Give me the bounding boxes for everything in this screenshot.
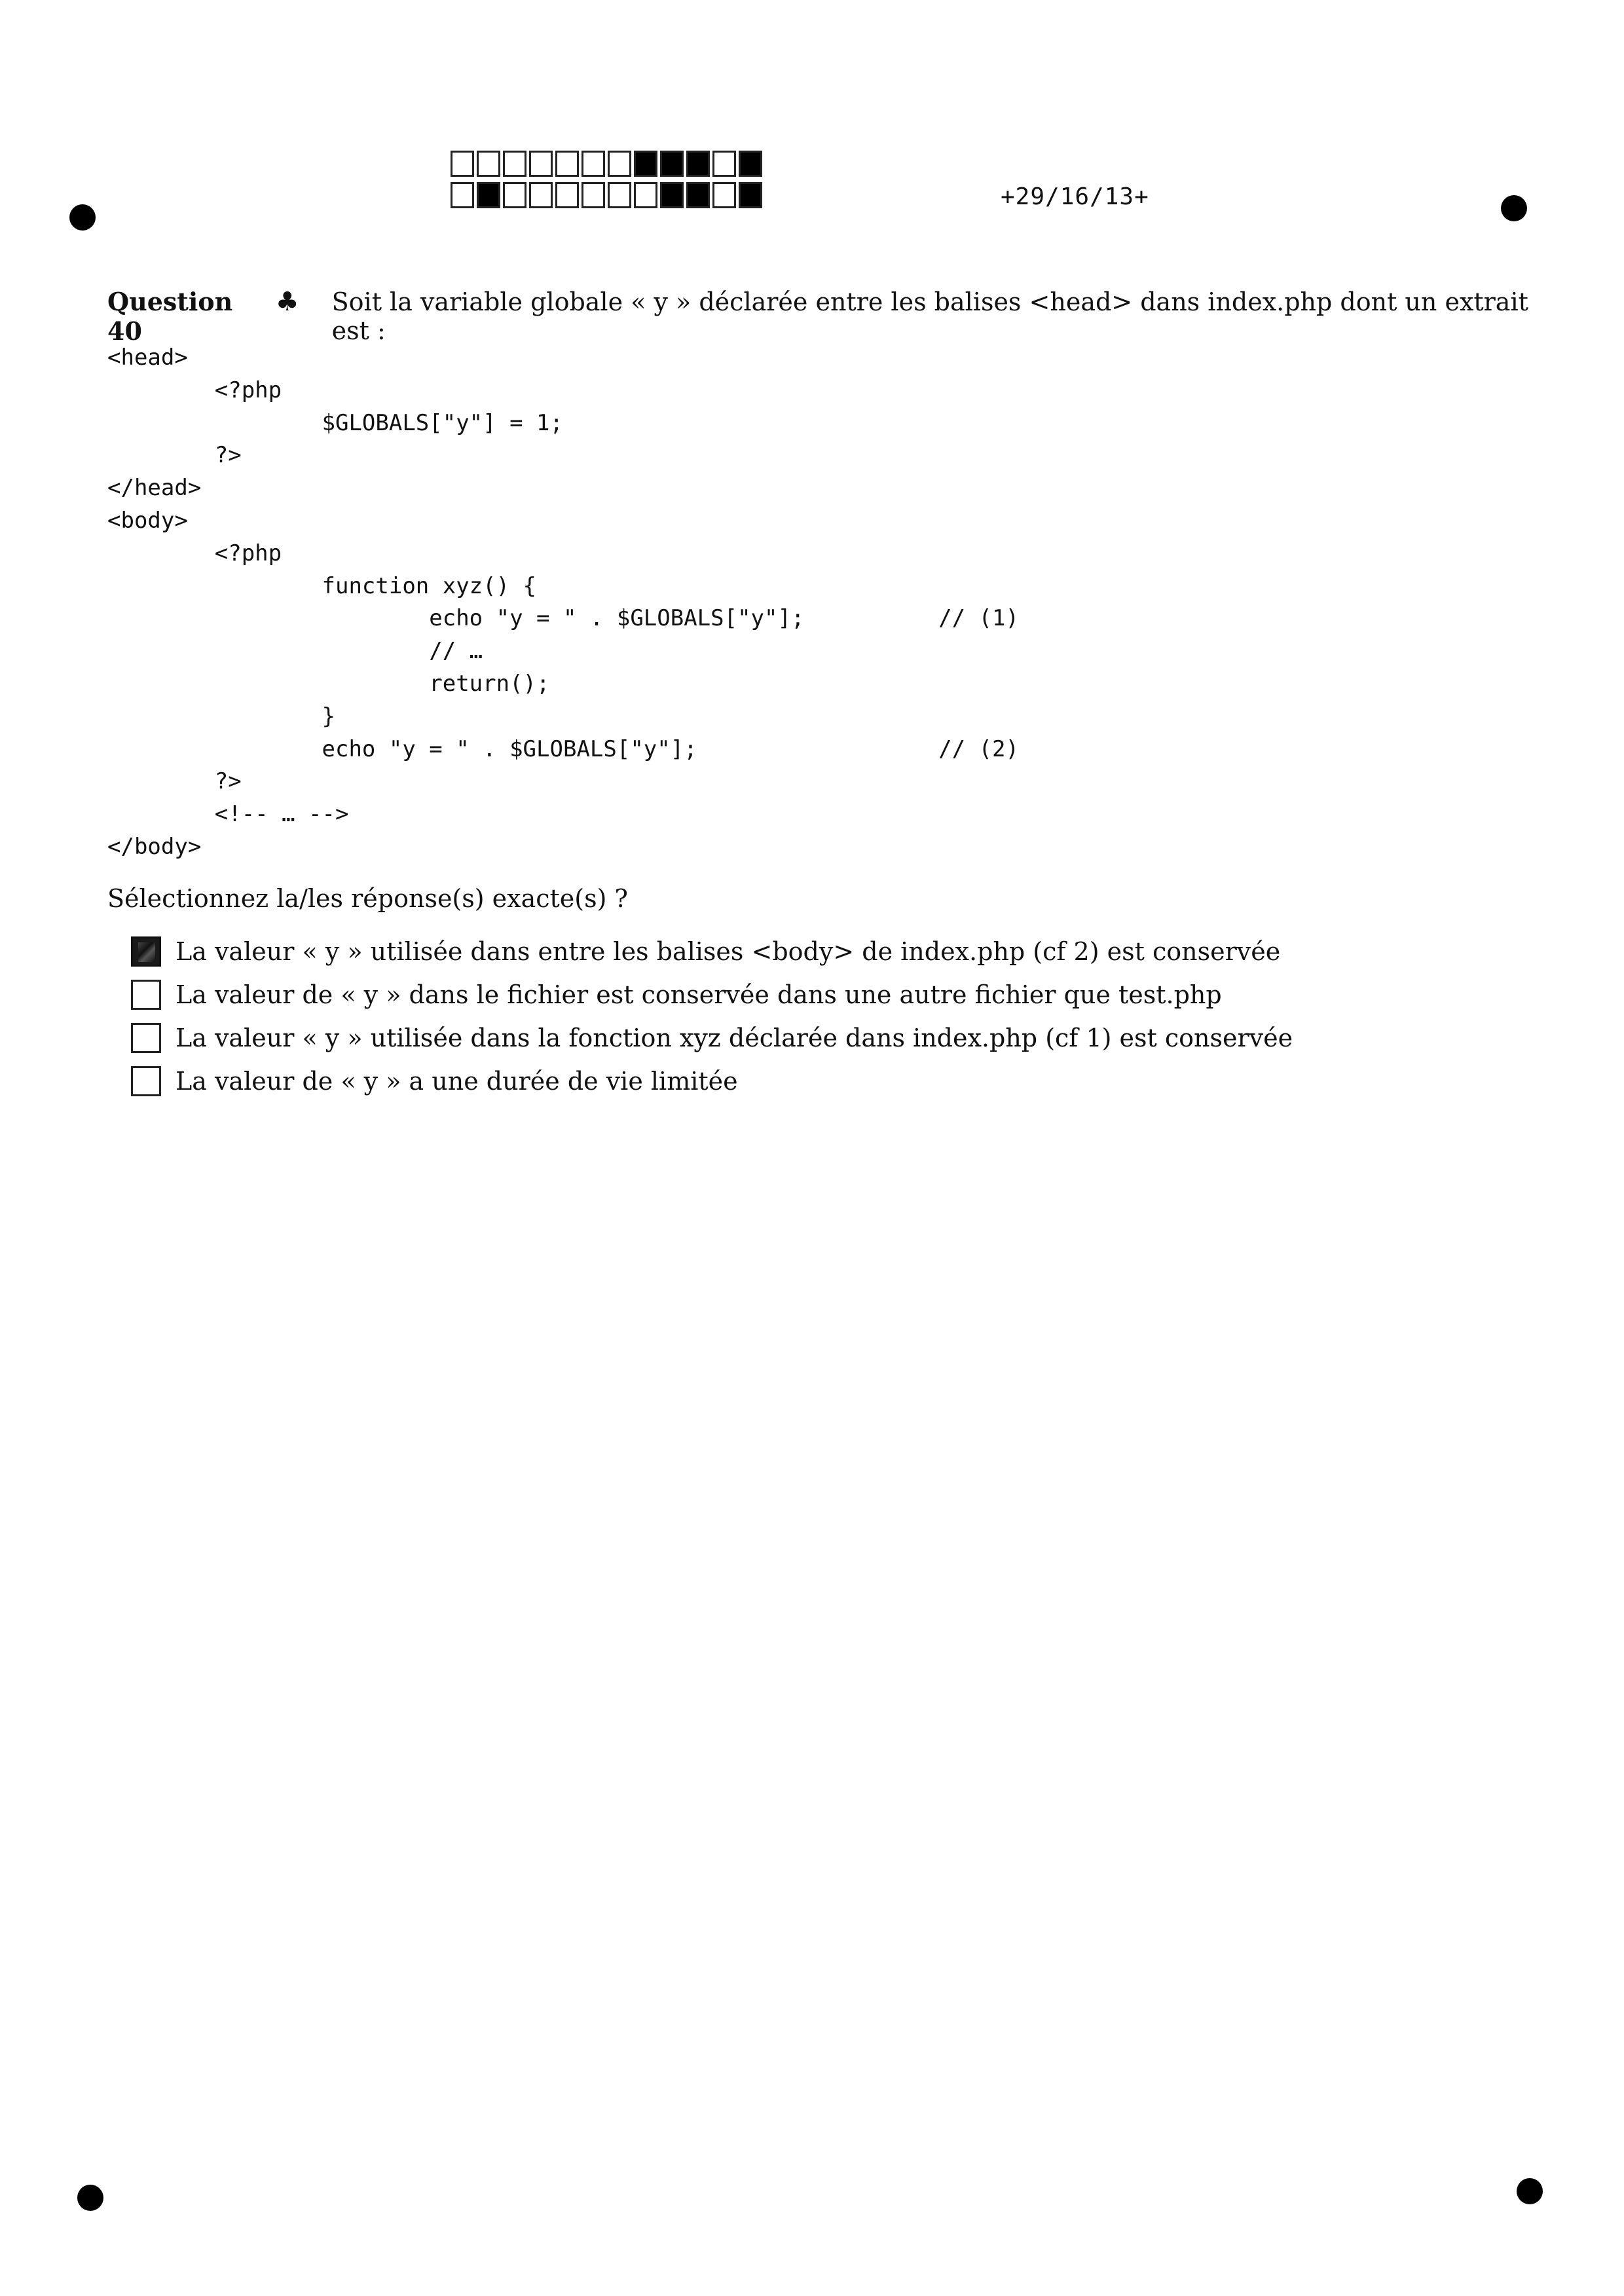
registration-mark-bottom-right [1517, 2178, 1543, 2204]
answer-checkbox[interactable] [131, 936, 161, 967]
barcode-cell [555, 182, 579, 208]
barcode-cell [686, 151, 710, 177]
answer-option[interactable] [131, 1022, 1293, 1054]
answer-option[interactable] [131, 978, 1293, 1011]
barcode-cell [608, 151, 631, 177]
answer-checkbox[interactable] [131, 1066, 161, 1096]
answer-option[interactable] [131, 935, 1293, 968]
barcode-cell [503, 182, 526, 208]
barcode-cell [581, 182, 605, 208]
answer-label: La valeur « y » utilisée dans la fonction xyz déclarée dans index.php (cf 1) est conservée [175, 1024, 1293, 1052]
page-id: +29/16/13+ [1001, 183, 1149, 210]
barcode-cell [660, 151, 684, 177]
barcode-cell [686, 182, 710, 208]
answer-checkbox[interactable] [131, 980, 161, 1010]
barcode-cell [739, 151, 762, 177]
answer-list [131, 935, 1293, 1108]
barcode-cell [529, 151, 553, 177]
code-snippet: <head> <?php $GLOBALS["y"] = 1; ?> </head> <body> <?php function xyz() { echo "y = " . $GLOBALS["y"]; // (1) // … return(); } echo "y = " . $GLOBALS["y"]; // (2) ?> <!-- … --> </body> [107, 344, 1019, 860]
barcode-cell [581, 151, 605, 177]
barcode-row [451, 151, 765, 177]
barcode-cell [477, 182, 500, 208]
question-label: Question 40 [107, 287, 233, 346]
barcode-cell [451, 151, 474, 177]
registration-mark-bottom-left [77, 2185, 103, 2211]
barcode-cell [634, 182, 657, 208]
barcode-cell [503, 151, 526, 177]
question-header [107, 287, 1548, 346]
barcode-cell [477, 151, 500, 177]
barcode-cell [529, 182, 553, 208]
barcode-cell [451, 182, 474, 208]
answer-label: La valeur « y » utilisée dans entre les balises <body> de index.php (cf 2) est conservée [175, 937, 1281, 966]
barcode-cell [712, 151, 736, 177]
question-text: Soit la variable globale « y » déclarée entre les balises <head> dans index.php dont un extrait est : [331, 287, 1528, 345]
club-icon: ♣ [275, 287, 299, 317]
barcode-cell [634, 151, 657, 177]
barcode-cell [739, 182, 762, 208]
barcode-cell [555, 151, 579, 177]
barcode [451, 151, 765, 213]
barcode-cell [712, 182, 736, 208]
answer-label: La valeur de « y » a une durée de vie limitée [175, 1067, 738, 1096]
barcode-cell [660, 182, 684, 208]
barcode-cell [608, 182, 631, 208]
registration-mark-top-right [1501, 195, 1527, 221]
answer-label: La valeur de « y » dans le fichier est conservée dans une autre fichier que test.php [175, 980, 1222, 1009]
answer-prompt: Sélectionnez la/les réponse(s) exacte(s) ? [107, 884, 628, 913]
answer-checkbox[interactable] [131, 1023, 161, 1053]
answer-option[interactable] [131, 1065, 1293, 1098]
barcode-row [451, 182, 765, 208]
registration-mark-top-left [69, 204, 96, 231]
